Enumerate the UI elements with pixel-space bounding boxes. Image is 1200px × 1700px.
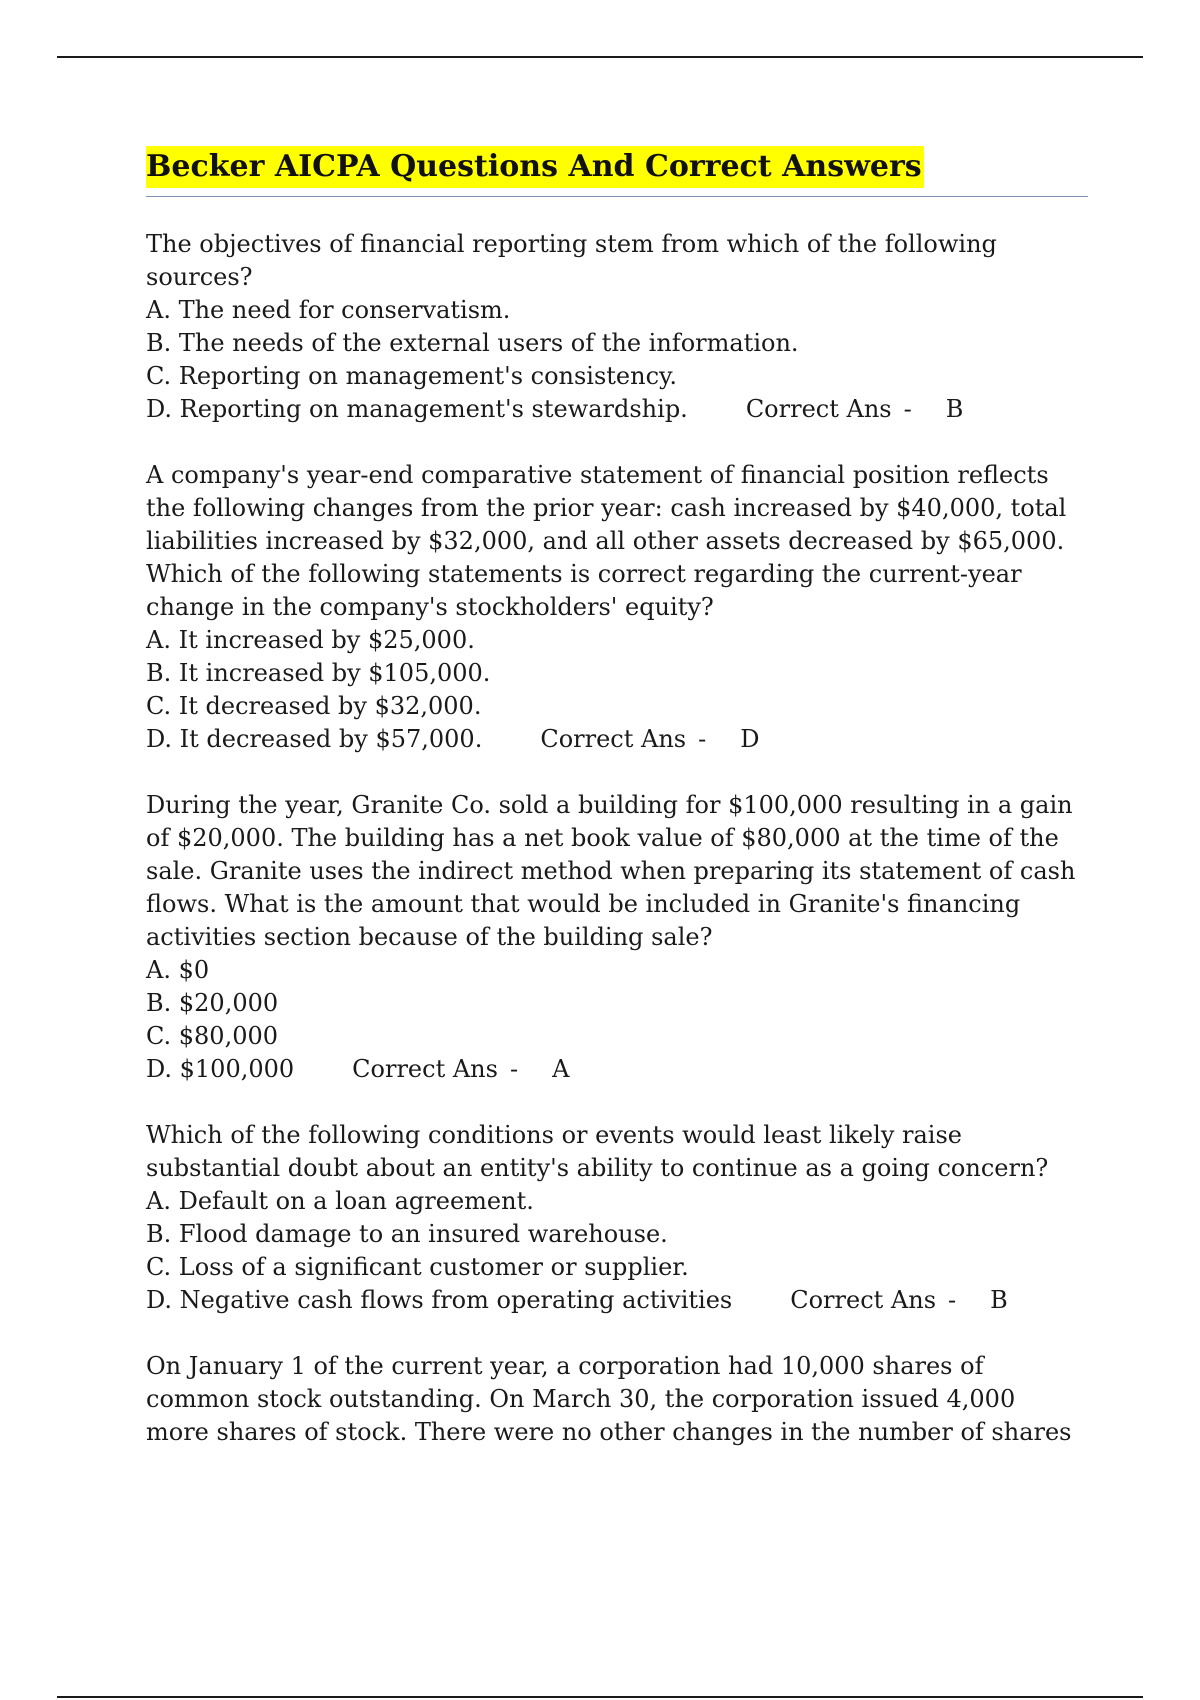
stem-line: activities section because of the building sale? (146, 923, 713, 951)
option-a: A. Default on a loan agreement. (146, 1187, 534, 1215)
stem-line: Which of the following conditions or events would least likely raise (146, 1121, 962, 1149)
stem-line: of $20,000. The building has a net book value of $80,000 at the time of the (146, 824, 1059, 852)
question-2 (146, 459, 1092, 756)
option-b: B. Flood damage to an insured warehouse. (146, 1220, 668, 1248)
option-d: D. $100,000 (146, 1055, 295, 1083)
correct-answer-letter: B (990, 1286, 1008, 1314)
option-d-row (146, 393, 1092, 426)
answer-dash: - (509, 1055, 519, 1083)
option-c: C. It decreased by $32,000. (146, 692, 482, 720)
question-stem (146, 228, 1092, 294)
stem-line: flows. What is the amount that would be included in Granite's financing (146, 890, 1021, 918)
question-list (146, 228, 1092, 1482)
option-d-row (146, 1284, 1092, 1317)
correct-answer-label: Correct Ans (790, 1286, 937, 1314)
stem-line: A company's year-end comparative statement of financial position reflects (146, 461, 1049, 489)
stem-line: change in the company's stockholders' equity? (146, 593, 714, 621)
option-c: C. $80,000 (146, 1022, 279, 1050)
correct-answer-letter: B (945, 395, 964, 423)
option-b: B. It increased by $105,000. (146, 659, 491, 687)
option-a: A. The need for conservatism. (146, 296, 511, 324)
answer-dash: - (698, 725, 707, 753)
stem-line: On January 1 of the current year, a corporation had 10,000 shares of (146, 1352, 984, 1380)
stem-line: During the year, Granite Co. sold a building for $100,000 resulting in a gain (146, 791, 1073, 819)
stem-line: liabilities increased by $32,000, and all other assets decreased by $65,000. (146, 527, 1065, 555)
stem-line: substantial doubt about an entity's ability to continue as a going concern? (146, 1154, 1049, 1182)
option-b: B. $20,000 (146, 989, 279, 1017)
correct-answer-label: Correct Ans (745, 395, 892, 423)
option-d: D. Reporting on management's stewardship. (146, 395, 688, 423)
option-c: C. Reporting on management's consistency. (146, 362, 678, 390)
question-stem (146, 1350, 1092, 1449)
correct-answer-label: Correct Ans (352, 1055, 498, 1083)
question-4 (146, 1119, 1092, 1317)
question-3 (146, 789, 1092, 1086)
top-rule (57, 56, 1143, 58)
question-stem (146, 1119, 1092, 1185)
option-d: D. Negative cash flows from operating activities (146, 1286, 733, 1314)
stem-line: sale. Granite uses the indirect method when preparing its statement of cash (146, 857, 1076, 885)
stem-line: common stock outstanding. On March 30, the corporation issued 4,000 (146, 1385, 1016, 1413)
question-stem (146, 459, 1092, 624)
page-title: Becker AICPA Questions And Correct Answers (146, 146, 924, 188)
answer-dash: - (948, 1286, 957, 1314)
option-d-row (146, 1053, 1092, 1086)
option-d: D. It decreased by $57,000. (146, 725, 483, 753)
option-a: A. It increased by $25,000. (146, 626, 475, 654)
question-5 (146, 1350, 1092, 1449)
answer-dash: - (903, 395, 912, 423)
stem-line: The objectives of financial reporting stem from which of the following (146, 230, 997, 258)
option-d-row (146, 723, 1092, 756)
question-1 (146, 228, 1092, 426)
option-b: B. The needs of the external users of the information. (146, 329, 799, 357)
stem-line: sources? (146, 263, 253, 291)
correct-answer-letter: A (552, 1055, 570, 1083)
bottom-rule (57, 1696, 1143, 1698)
correct-answer-label: Correct Ans (540, 725, 687, 753)
stem-line: the following changes from the prior year: cash increased by $40,000, total (146, 494, 1067, 522)
option-a: A. $0 (146, 956, 210, 984)
question-stem (146, 789, 1092, 954)
stem-line: Which of the following statements is correct regarding the current-year (146, 560, 1022, 588)
correct-answer-letter: D (740, 725, 760, 753)
option-c: C. Loss of a significant customer or supplier. (146, 1253, 689, 1281)
title-block (146, 146, 1088, 197)
stem-line: more shares of stock. There were no other changes in the number of shares (146, 1418, 1072, 1446)
